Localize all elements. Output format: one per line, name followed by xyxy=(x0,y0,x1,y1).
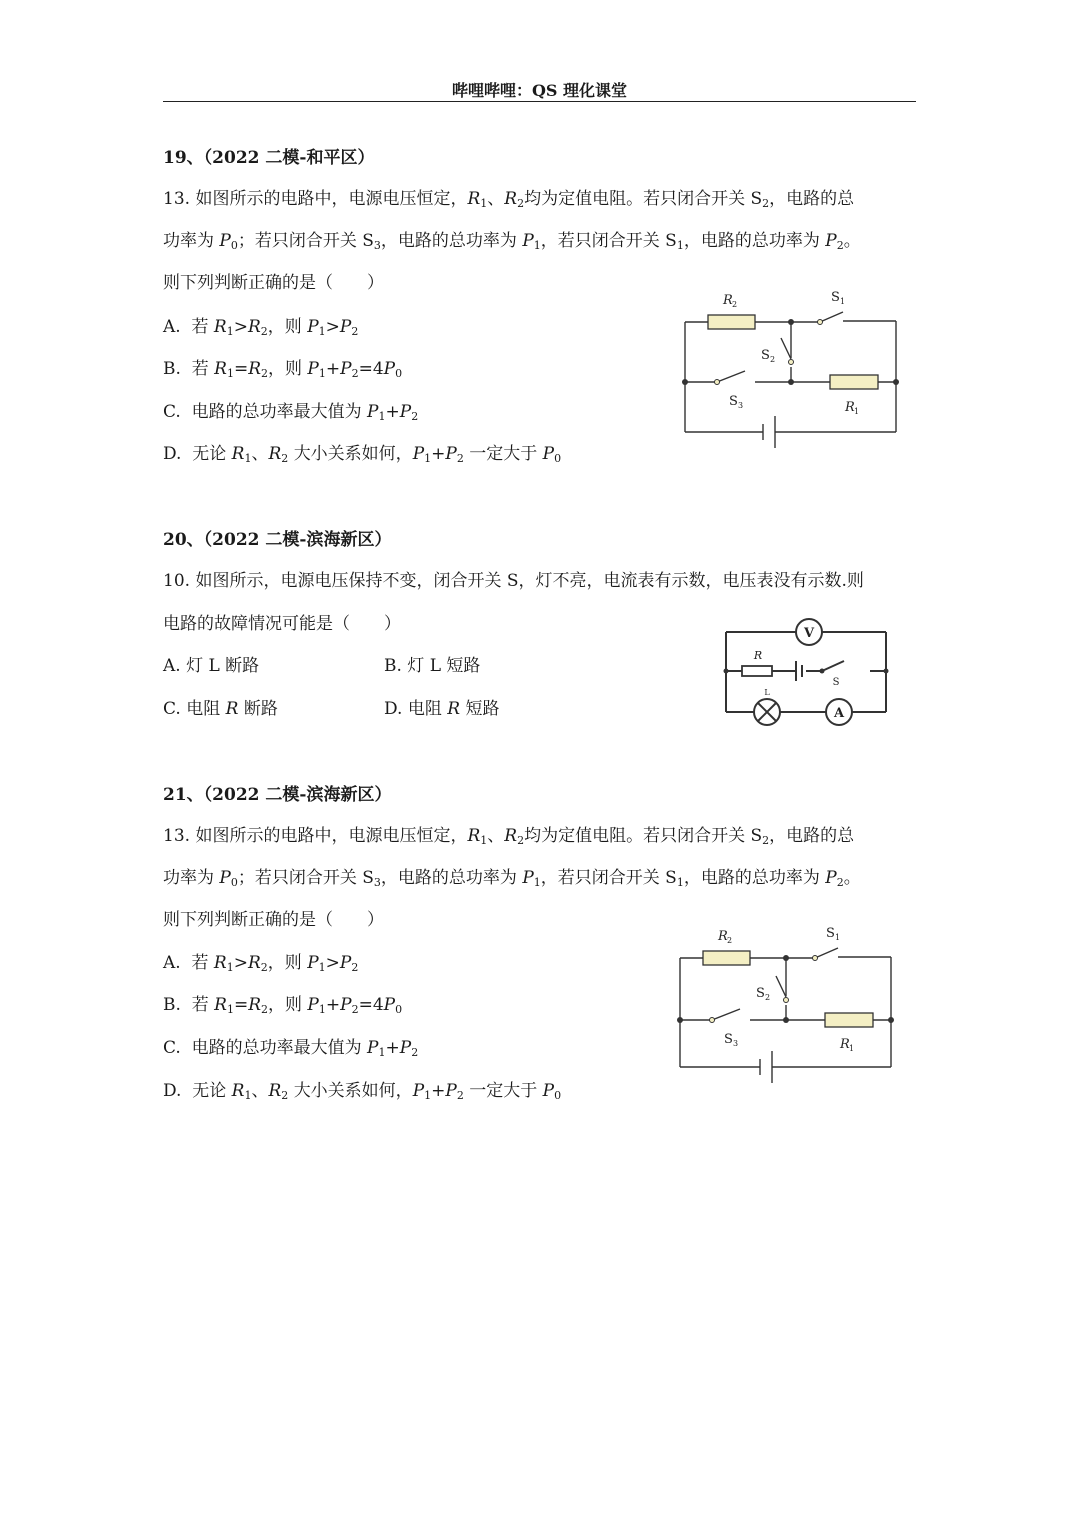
q20-title: 20、（2022 二模-滨海新区） xyxy=(163,530,392,550)
q20-circuit-diagram xyxy=(718,615,893,730)
q21-option-d[interactable]: D. 无论 $R_1$、$R_2$ 大小关系如何，$P_1+P_2$ 一定大于 $P_0$ xyxy=(163,1081,562,1102)
q21-option-b[interactable]: B. 若 $R_1=R_2$，则 $P_1+P_2=4P_0$ xyxy=(163,995,403,1016)
q19-option-d[interactable]: D. 无论 $R_1$、$R_2$ 大小关系如何，$P_1+P_2$ 一定大于 $P_0$ xyxy=(163,444,562,465)
svg-text:1: 1 xyxy=(854,407,860,416)
svg-text:1: 1 xyxy=(840,297,846,306)
q20-label-s: S xyxy=(832,677,840,688)
q19-r2-resistor xyxy=(708,315,755,329)
q19-label-s1: S xyxy=(831,290,840,305)
q21-r1-resistor xyxy=(825,1013,873,1027)
q21-option-a[interactable]: A. 若 $R_1>R_2$，则 $P_1>P_2$ xyxy=(163,953,359,974)
header-divider xyxy=(163,101,916,102)
q20-label-a: A xyxy=(833,706,845,721)
svg-text:2: 2 xyxy=(770,355,776,364)
q21-label-s2: S xyxy=(756,986,765,1001)
q20-option-c[interactable]: C. 电阻 R 断路 xyxy=(163,699,278,719)
q19-stem-line1: 13. 如图所示的电路中，电源电压恒定，$R_1$、$R_2$均为定值电阻。若只闭合开关 $S_2$，电路的总 xyxy=(163,189,855,210)
q21-stem-line3: 则下列判断正确的是（ ） xyxy=(163,910,384,930)
q21-option-c[interactable]: C. 电路的总功率最大值为 $P_1+P_2$ xyxy=(163,1038,419,1059)
q21-stem-line1: 13. 如图所示的电路中，电源电压恒定，$R_1$、$R_2$均为定值电阻。若只闭合开关 $S_2$，电路的总 xyxy=(163,826,855,847)
q19-stem-line2: 功率为 $P_0$；若只闭合开关 $S_3$，电路的总功率为 $P_1$，若只闭合开关 $S_1$，电路的总功率为 $P_2$。 xyxy=(163,231,861,252)
q19-circuit-diagram xyxy=(675,285,910,450)
q19-label-r1: R xyxy=(845,400,855,415)
q21-stem-line2: 功率为 $P_0$；若只闭合开关 $S_3$，电路的总功率为 $P_1$，若只闭合开关 $S_1$，电路的总功率为 $P_2$。 xyxy=(163,868,861,889)
svg-text:1: 1 xyxy=(835,933,841,942)
q19-stem-line3: 则下列判断正确的是（ ） xyxy=(163,273,384,293)
q20-option-b[interactable]: B. 灯 L 短路 xyxy=(384,656,481,676)
q20-option-d[interactable]: D. 电阻 R 短路 xyxy=(384,699,500,719)
q21-label-r1: R xyxy=(840,1037,850,1052)
svg-text:2: 2 xyxy=(732,300,738,309)
q19-r1-resistor xyxy=(830,375,878,389)
page-header: 哔哩哔哩：QS 理化课堂 xyxy=(451,81,628,100)
svg-text:3: 3 xyxy=(733,1039,739,1048)
q20-option-a[interactable]: A. 灯 L 断路 xyxy=(163,656,260,676)
svg-text:2: 2 xyxy=(765,993,771,1002)
svg-text:1: 1 xyxy=(849,1044,855,1053)
q19-label-r2: R xyxy=(723,293,733,308)
q21-label-r2: R xyxy=(718,929,728,944)
q19-option-a[interactable]: A. 若 $R_1>R_2$，则 $P_1>P_2$ xyxy=(163,317,359,338)
q20-stem-line1: 10. 如图所示，电源电压保持不变，闭合开关 S，灯不亮，电流表有示数，电压表没有示数.则 xyxy=(163,571,864,591)
q21-r2-resistor xyxy=(703,951,750,965)
q20-label-r: R xyxy=(753,649,763,662)
q21-title: 21、（2022 二模-滨海新区） xyxy=(163,785,392,805)
q20-label-v: V xyxy=(803,626,815,641)
q21-label-s1: S xyxy=(826,926,835,941)
q20-label-l: L xyxy=(764,688,770,697)
q19-label-s3: S xyxy=(729,394,738,409)
svg-text:2: 2 xyxy=(727,936,733,945)
q21-circuit-diagram xyxy=(670,920,905,1085)
q20-resistor xyxy=(742,666,772,676)
q21-label-s3: S xyxy=(724,1032,733,1047)
q19-title: 19、（2022 二模-和平区） xyxy=(163,148,375,168)
q20-stem-line2: 电路的故障情况可能是（ ） xyxy=(163,614,401,634)
q19-option-c[interactable]: C. 电路的总功率最大值为 $P_1+P_2$ xyxy=(163,402,419,423)
q19-label-s2: S xyxy=(761,348,770,363)
svg-text:3: 3 xyxy=(738,401,744,410)
q19-option-b[interactable]: B. 若 $R_1=R_2$，则 $P_1+P_2=4P_0$ xyxy=(163,359,403,380)
